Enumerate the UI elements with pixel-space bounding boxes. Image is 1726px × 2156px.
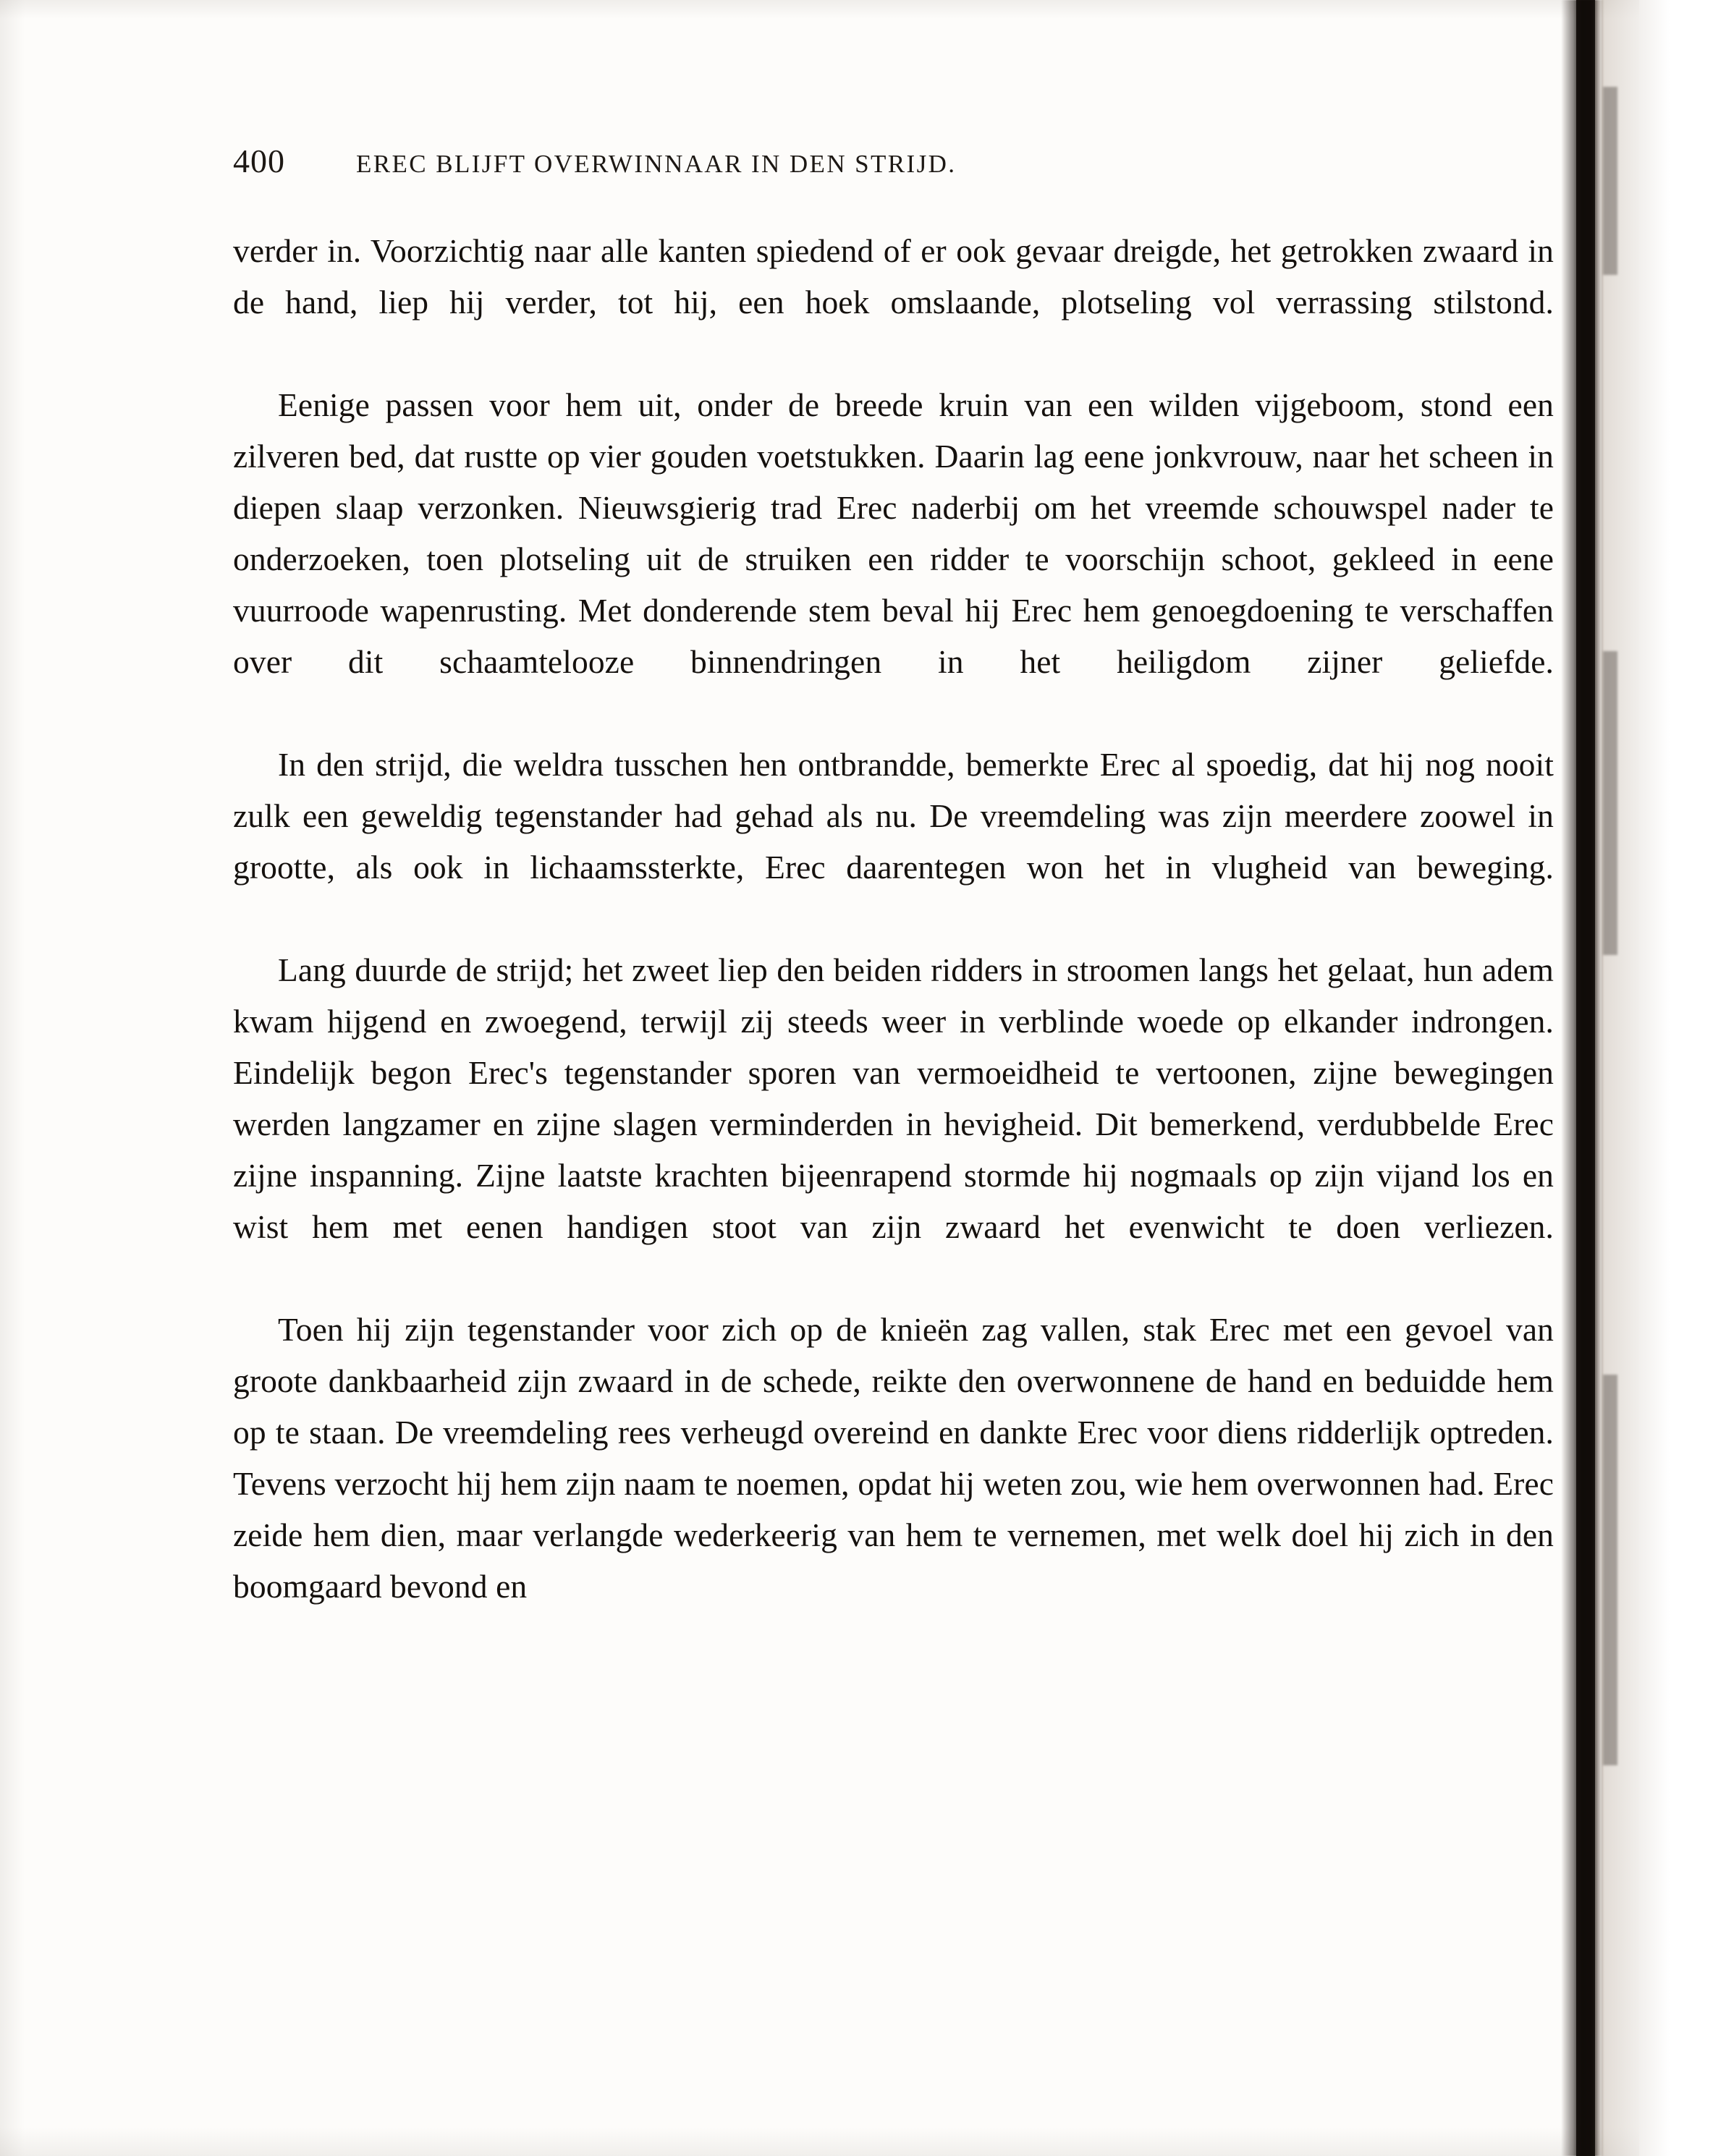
paragraph: Lang duurde de strijd; het zweet liep den beiden ridders in stroomen langs het gelaat, hun adem kwam hijgend en zwoegend, terwijl zij steeds weer in verblinde woede op elkander indrongen. Eindelijk begon Erec's tegenstander sporen van vermoeidheid te vertoonen, zijne bewegingen werden langzamer en zijne slagen verminderden in hevigheid. Dit bemerkend, verdubbelde Erec zijne inspanning. Zijne laatste krachten bijeenrapend stormde hij nogmaals op zijn vijand los en wist hem met eenen handigen stoot van zijn zwaard het evenwicht te doen verliezen. [233,951,1554,1245]
paragraph: verder in. Voorzichtig naar alle kanten spiedend of er ook gevaar dreigde, het getrokken zwaard in de hand, liep hij verder, tot hij, een hoek omslaande, plotseling vol verrassing stilstond. [233,232,1554,321]
gutter-outer-fade [1602,0,1726,2156]
gutter-speck [1603,1375,1617,1765]
gutter-speck [1603,651,1617,955]
scan-left-shadow [0,0,25,2156]
paragraph: Eenige passen voor hem uit, onder de breede kruin van een wilden vijgeboom, stond een zilveren bed, dat rustte op vier gouden voetstukken. Daarin lag eene jonkvrouw, naar het scheen in diepen slaap verzonken. Nieuwsgierig trad Erec naderbij om het vreemde schouwspel nader te onderzoeken, toen plotseling uit de struiken een ridder te voorschijn schoot, gekleed in eene vuurroode wapenrusting. Met donderende stem beval hij Erec hem genoegdoening te verschaffen over dit schaamtelooze binnendringen in het heiligdom zijner geliefde. [233,386,1554,680]
book-gutter-core [1576,0,1595,2156]
page-content [233,142,1554,1612]
scan-bottom-shadow [0,2127,1726,2156]
body-text [233,225,1554,1612]
page-number: 400 [233,143,285,179]
paragraph: In den strijd, die weldra tusschen hen ontbrandde, bemerkte Erec al spoedig, dat hij nog nooit zulk een geweldig tegenstander had gehad als nu. De vreemdeling was zijn meerdere zoowel in grootte, als ook in lichaamssterkte, Erec daarentegen won het in vlugheid van beweging. [233,746,1554,886]
paragraph: Toen hij zijn tegenstander voor zich op de knieën zag vallen, stak Erec met een gevoel van groote dankbaarheid zijn zwaard in de schede, reikte den overwonnene de hand en beduidde hem op te staan. De vreemdeling rees verheugd overeind en dankte Erec voor diens ridderlijk optreden. Tevens verzocht hij hem zijn naam te noemen, opdat hij weten zou, wie hem overwonnen had. Erec zeide hem dien, maar verlangde wederkeerig van hem te vernemen, met welk doel hij zich in den boomgaard bevond en [233,1311,1554,1605]
running-head-title: EREC BLIJFT OVERWINNAAR IN DEN STRIJD. [356,150,957,178]
gutter-speck [1603,87,1617,275]
running-head [233,142,1554,180]
scan-top-shadow [0,0,1726,19]
